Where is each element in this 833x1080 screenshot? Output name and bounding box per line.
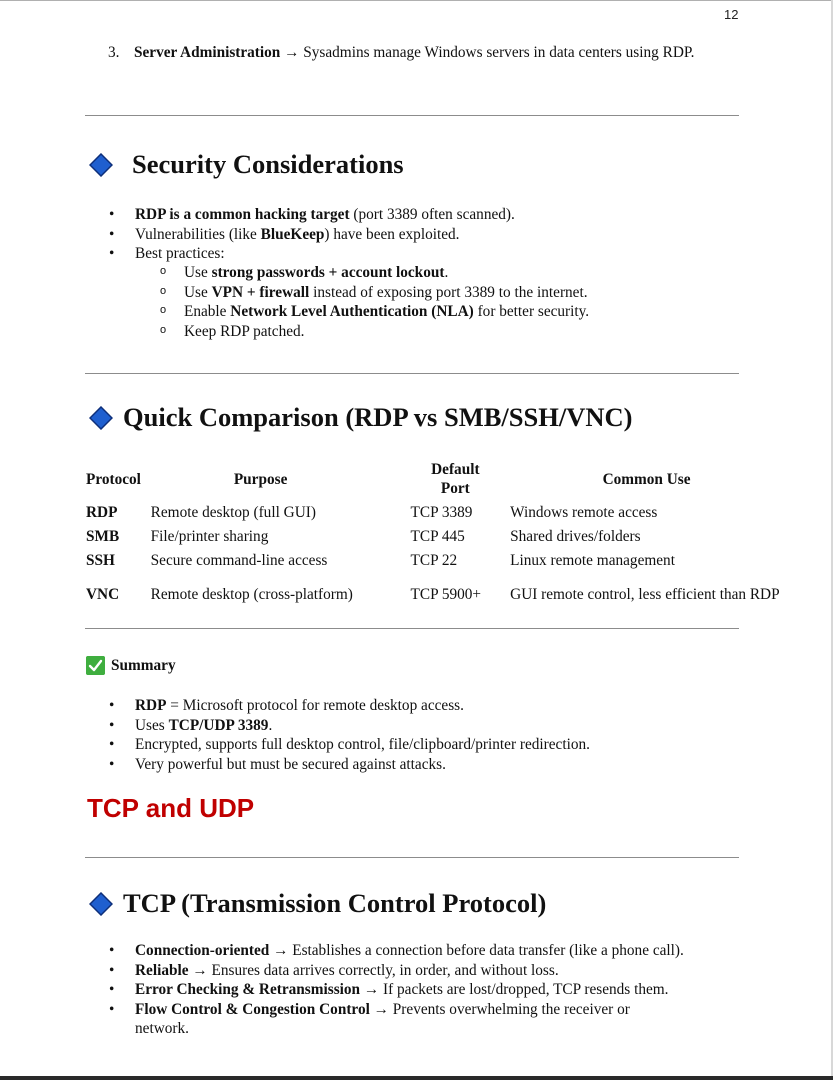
cell-purpose: Remote desktop (full GUI) (150, 503, 316, 521)
arrow: → (360, 981, 384, 999)
cell-protocol: RDP (86, 503, 118, 521)
table-row (86, 500, 833, 524)
text: Very powerful but must be secured against attacks. (135, 755, 446, 773)
bold-text: RDP (135, 697, 167, 714)
text: ) have been exploited. (324, 225, 460, 243)
divider (85, 115, 739, 116)
comparison-table (86, 458, 833, 616)
header-line: Port (440, 480, 470, 497)
bold-text: BlueKeep (260, 225, 325, 243)
green-checkmark-icon (86, 656, 105, 675)
list-item (109, 961, 749, 981)
cell-purpose: Secure command-line access (150, 551, 328, 569)
bold-text: Reliable (135, 961, 189, 979)
list-item (109, 941, 749, 961)
list-item (109, 716, 749, 736)
bold-text: Flow Control & Congestion Control (135, 1000, 370, 1018)
text: Establishes a connection before data transfer (like a phone call). (292, 942, 684, 959)
list-item (109, 735, 749, 755)
list-item (109, 1000, 749, 1039)
divider (85, 628, 739, 629)
blue-diamond-icon (89, 892, 113, 916)
cell-port: TCP 445 (410, 527, 465, 545)
header-protocol: Protocol (86, 470, 141, 488)
cell-port: TCP 22 (410, 551, 458, 569)
text: (port 3389 often scanned). (349, 206, 515, 223)
page-top-border (0, 0, 833, 1)
cell-port: TCP 3389 (410, 503, 473, 521)
text: = Microsoft protocol for remote desktop access. (166, 697, 464, 714)
item-title: Server Administration (134, 44, 281, 61)
tcp-heading (89, 888, 546, 919)
page-bottom-border (0, 1076, 833, 1080)
list-item (109, 980, 749, 1000)
summary-label: Summary (111, 657, 176, 674)
cell-use: Linux remote management (510, 551, 675, 569)
cell-use: Windows remote access (510, 503, 658, 521)
text: Best practices: (135, 245, 225, 263)
text: instead of exposing port 3389 to the internet. (309, 283, 588, 301)
arrow: → (284, 44, 300, 61)
list-item (109, 696, 749, 716)
text: If packets are lost/dropped, TCP resends them. (383, 981, 669, 999)
list-item (109, 205, 749, 225)
table-row (86, 524, 833, 548)
page-number: 12 (724, 7, 739, 22)
arrow: → (188, 961, 212, 979)
text: for better security. (473, 303, 590, 321)
bold-text: Error Checking & Retransmission (135, 981, 361, 999)
bold-text: Network Level Authentication (NLA) (230, 303, 474, 321)
tcp-udp-heading: TCP and UDP (87, 793, 255, 823)
table-row (86, 548, 833, 572)
text: Encrypted, supports full desktop control, file/clipboard/printer redirection. (135, 736, 590, 754)
text: Use (184, 264, 212, 281)
divider (85, 373, 739, 374)
bold-text: strong passwords + account lockout (211, 264, 445, 281)
text: Ensures data arrives correctly, in order, and without loss. (211, 961, 559, 979)
bold-text: TCP/UDP 3389 (168, 716, 269, 734)
tcp-bullets (109, 941, 749, 1039)
heading-text: Quick Comparison (RDP vs SMB/SSH/VNC) (123, 402, 633, 432)
cell-purpose: Remote desktop (cross-platform) (150, 585, 353, 603)
heading-text: TCP (Transmission Control Protocol) (123, 888, 547, 918)
list-item (160, 263, 760, 283)
security-bullets (109, 205, 749, 264)
blue-diamond-icon (89, 153, 113, 177)
list-item (160, 322, 760, 342)
list-item (160, 302, 760, 322)
cell-use: GUI remote control, less efficient than RDP (510, 585, 780, 603)
cell-port: TCP 5900+ (410, 585, 482, 603)
comparison-heading (89, 402, 632, 433)
bold-text: VPN + firewall (211, 283, 310, 301)
divider (85, 857, 739, 858)
summary-bullets (109, 696, 749, 774)
numbered-item-server-administration (108, 43, 733, 63)
blue-diamond-icon (89, 406, 113, 430)
cell-protocol: SSH (86, 551, 115, 569)
text: Uses (135, 716, 169, 734)
cell-protocol: VNC (86, 585, 120, 603)
cell-purpose: File/printer sharing (150, 527, 269, 545)
text: . (444, 264, 449, 281)
list-item (109, 755, 749, 775)
text: . (268, 716, 273, 734)
header-line: Default (431, 461, 480, 478)
header-common-use: Common Use (602, 470, 691, 488)
bold-text: RDP is a common hacking target (135, 206, 350, 223)
item-number: 3. (108, 44, 120, 61)
list-item (160, 283, 760, 303)
header-purpose: Purpose (233, 470, 288, 488)
heading-text: Security Considerations (132, 149, 404, 179)
cell-use: Shared drives/folders (510, 527, 641, 545)
arrow: → (369, 1000, 393, 1018)
text: Use (184, 283, 212, 301)
header-default-port (411, 458, 511, 500)
list-item (109, 244, 749, 264)
best-practices-list (160, 263, 760, 341)
list-item (109, 225, 749, 245)
item-text: Sysadmins manage Windows servers in data centers using RDP. (303, 44, 695, 61)
text: Vulnerabilities (like (135, 225, 261, 243)
text: Prevents overwhelming the receiver or network. (135, 1000, 630, 1038)
arrow: → (269, 942, 293, 959)
text: Keep RDP patched. (184, 322, 305, 340)
text: Enable (184, 303, 231, 321)
table-header-row (86, 458, 833, 500)
bold-text: Connection-oriented (135, 942, 270, 959)
security-heading (89, 149, 404, 180)
cell-protocol: SMB (86, 527, 120, 545)
table-row (86, 572, 833, 616)
